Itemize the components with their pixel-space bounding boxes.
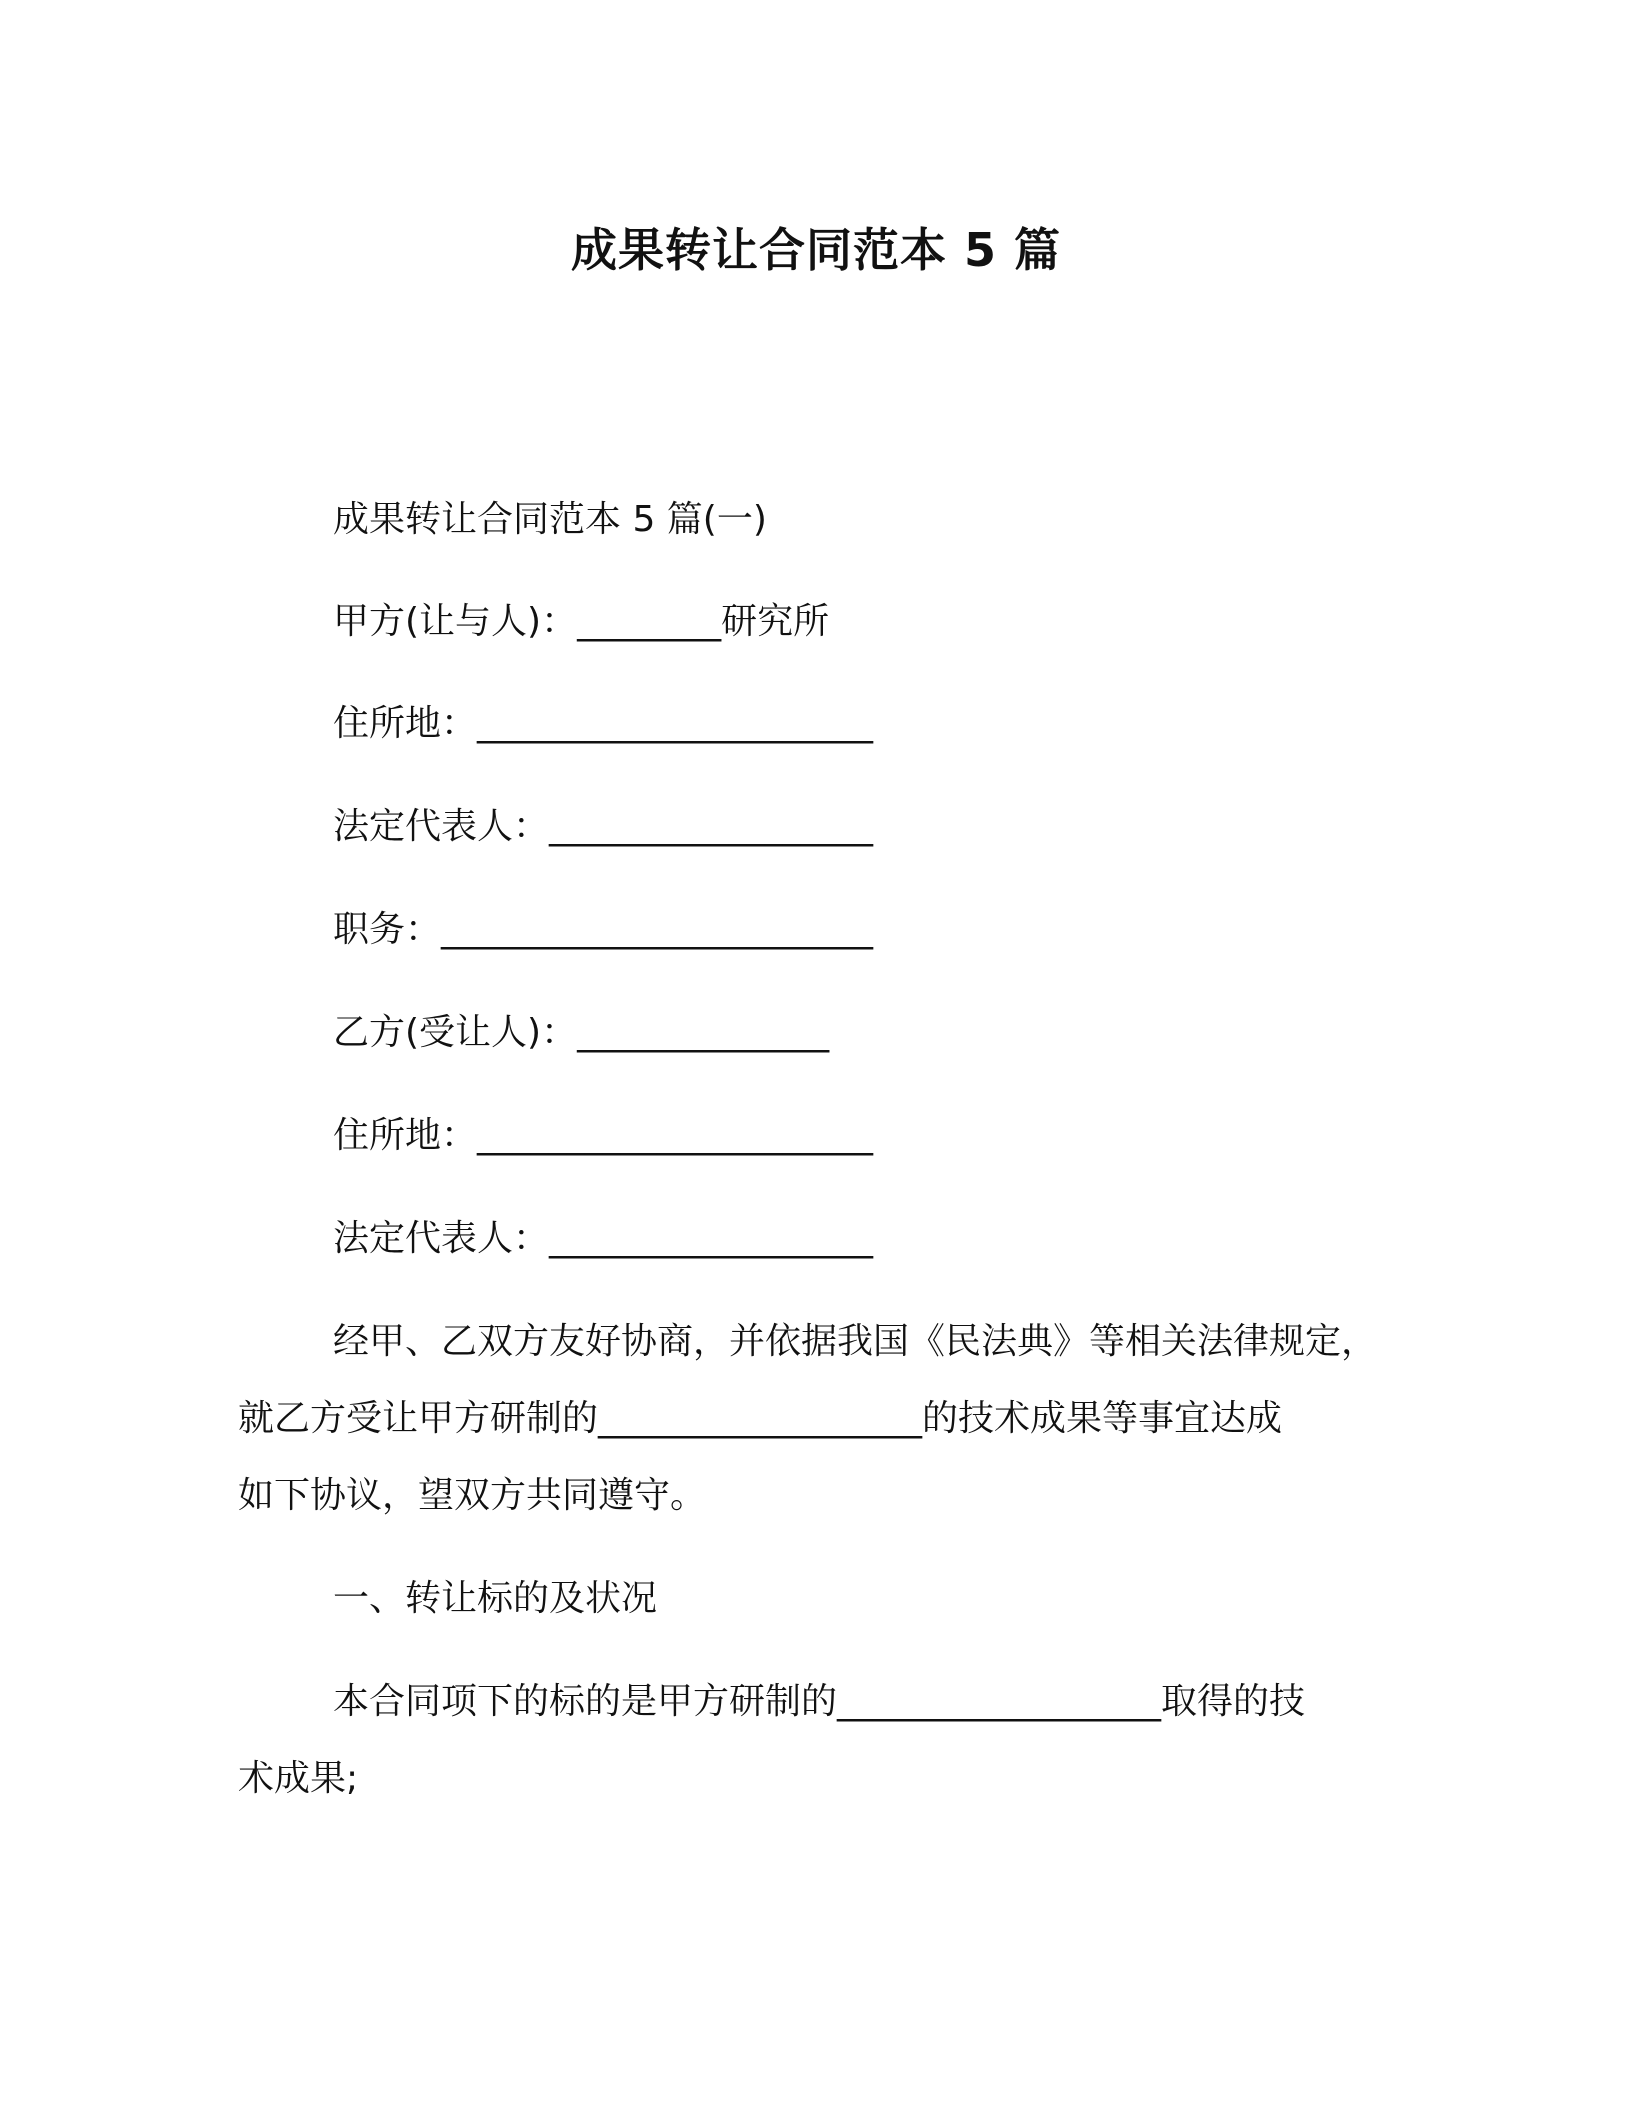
document-title: 成果转让合同范本 5 篇 xyxy=(570,223,1062,277)
preamble-line-2: 就乙方受让甲方研制的__________________的技术成果等事宜达成 xyxy=(238,1398,1283,1439)
section-1-line-1: 本合同项下的标的是甲方研制的__________________取得的技 xyxy=(333,1681,1306,1722)
section-1-heading: 一、转让标的及状况 xyxy=(333,1578,658,1619)
party-a-position-line: 职务：________________________ xyxy=(333,909,874,950)
party-a-representative-line: 法定代表人：__________________ xyxy=(333,806,874,847)
preamble-line-1: 经甲、乙双方友好协商，并依据我国《民法典》等相关法律规定， xyxy=(333,1321,1378,1362)
party-b-line: 乙方(受让人)：______________ xyxy=(333,1012,830,1053)
party-b-representative-line: 法定代表人：__________________ xyxy=(333,1218,874,1259)
party-a-line: 甲方(让与人)：________研究所 xyxy=(333,601,830,642)
party-a-address-line: 住所地：______________________ xyxy=(333,703,874,744)
preamble-line-3: 如下协议，望双方共同遵守。 xyxy=(238,1475,707,1516)
party-b-address-line: 住所地：______________________ xyxy=(333,1115,874,1156)
contract-subtitle: 成果转让合同范本 5 篇(一) xyxy=(333,499,767,540)
section-1-line-2: 术成果; xyxy=(238,1758,359,1799)
